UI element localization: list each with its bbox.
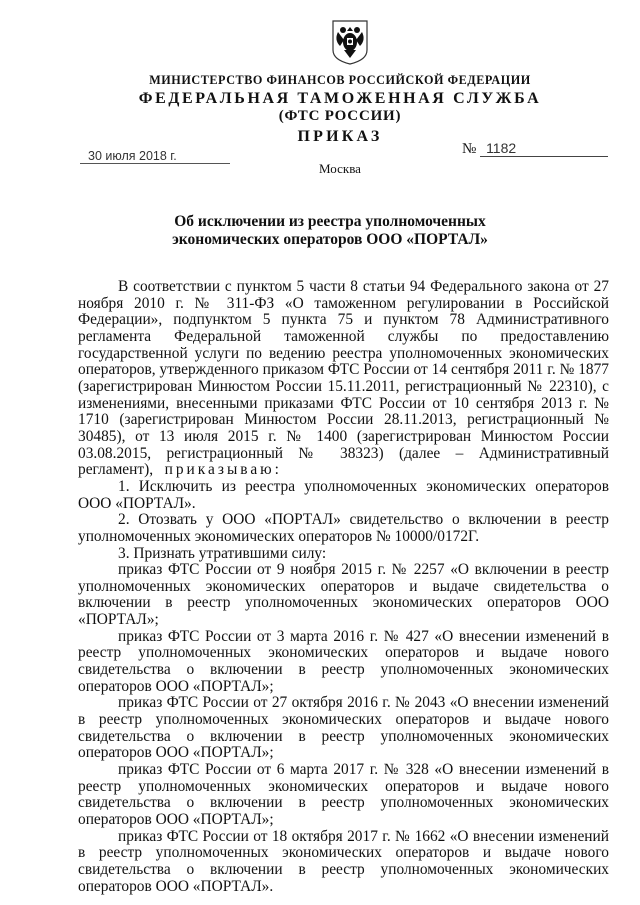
coat-of-arms-icon <box>330 18 370 66</box>
document-title <box>0 213 640 249</box>
title-line-2: экономических операторов ООО «ПОРТАЛ» <box>172 231 488 248</box>
revoked-order-5: приказ ФТС России от 18 октября 2017 г. № 1662 «О внесении изменений в реестр уполномоченных экономических операторов и выдаче нового свидетельства о включении в реестр уполномоченных экономических операторов ООО «ПОРТАЛ». <box>78 827 609 895</box>
city: Москва <box>319 161 361 176</box>
document-body <box>78 279 609 895</box>
preamble-text: В соответствии с пунктом 5 части 8 статьи 94 Федерального закона от 27 ноября 2010 г. № 311-ФЗ «О таможенном регулировании в Российской Федерации», подпунктом 5 пункта 75 и пунктом 78 Административного регламента Федеральной таможенной службы по предоставлению государственной услуги по ведению реестра уполномоченных экономических операторов, утвержденного приказом ФТС России от 14 сентября 2011 г. № 1877 (зарегистрирован Минюстом России 15.11.2011, регистрационный № 22310), с изменениями, внесенными приказами ФТС России от 10 сентября 2013 г. № 1710 (зарегистрирован Минюстом России 28.11.2013, регистрационный № 30485), от 13 июля 2015 г. № 1400 (зарегистрирован Минюстом России 03.08.2015, регистрационный № 38323) (далее – Административный регламент), <box>78 278 609 479</box>
number-sign: № <box>462 141 477 157</box>
revoked-order-2: приказ ФТС России от 3 марта 2016 г. № 427 «О внесении изменений в реестр уполномоченных экономических операторов и выдаче нового свидетельства о включении в реестр уполномоченных экономических операторов ООО «ПОРТАЛ»; <box>78 627 609 695</box>
document-type: ПРИКАЗ <box>297 128 383 145</box>
order-number: 1182 <box>480 140 608 157</box>
preamble-paragraph <box>78 279 609 479</box>
revoked-order-1: приказ ФТС России от 9 ноября 2015 г. № 2257 «О включении в реестр уполномоченных экономических операторов и выдаче свидетельства о включении в реестр уполномоченных экономических операторов ООО «ПОРТАЛ»; <box>78 561 609 629</box>
revoked-order-3: приказ ФТС России от 27 октября 2016 г. № 2043 «О внесении изменений в реестр уполномоченных экономических операторов и выдаче нового свидетельства о включении в реестр уполномоченных экономических операторов ООО «ПОРТАЛ»; <box>78 694 609 762</box>
item-1: 1. Исключить из реестра уполномоченных экономических операторов ООО «ПОРТАЛ». <box>78 477 609 512</box>
item-3: 3. Признать утратившими силу: <box>118 544 327 562</box>
service-abbreviation: (ФТС РОССИИ) <box>278 108 402 124</box>
order-number-field <box>462 140 608 158</box>
order-date: 30 июля 2018 г. <box>80 148 230 164</box>
ministry-name: МИНИСТЕРСТВО ФИНАНСОВ РОССИЙСКОЙ ФЕДЕРАЦИИ <box>149 73 531 87</box>
service-name: ФЕДЕРАЛЬНАЯ ТАМОЖЕННАЯ СЛУЖБА <box>138 90 542 107</box>
title-line-1: Об исключении из реестра уполномоченных <box>174 213 486 230</box>
item-2: 2. Отозвать у ООО «ПОРТАЛ» свидетельство о включении в реестр уполномоченных экономических операторов № 10000/0172Г. <box>78 511 609 545</box>
order-word: приказываю: <box>164 461 282 479</box>
revoked-order-4: приказ ФТС России от 6 марта 2017 г. № 328 «О внесении изменений в реестр уполномоченных экономических операторов и выдаче нового свидетельства о включении в реестр уполномоченных экономических операторов ООО «ПОРТАЛ»; <box>78 761 609 828</box>
